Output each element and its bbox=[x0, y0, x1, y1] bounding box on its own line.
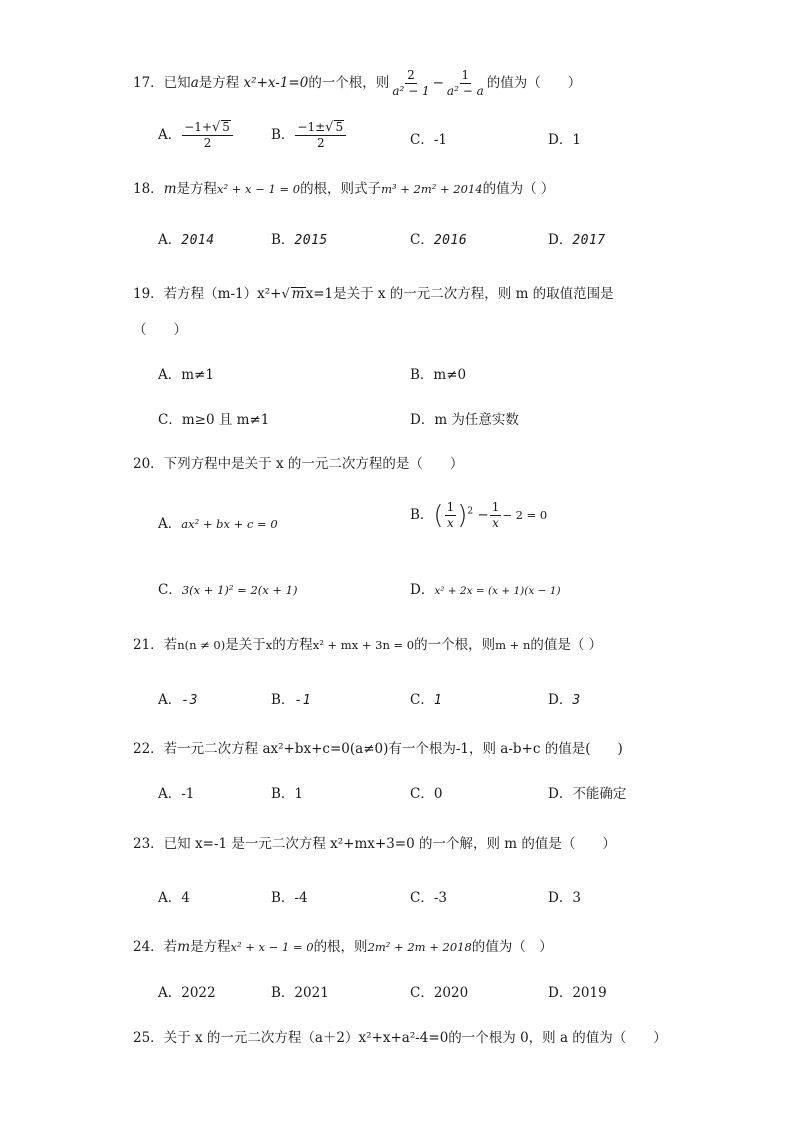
q20-a-label: A． bbox=[158, 516, 182, 532]
question-25: 25．关于 x 的一元二次方程（a＋2）x²+x+a²-4=0的一个根为 0，则 a 的值为（ ） bbox=[133, 1030, 667, 1046]
q21-c-label: C． bbox=[410, 692, 434, 708]
q18-a-label: A． bbox=[158, 232, 182, 248]
q20-b-f-num: 1 bbox=[491, 500, 500, 514]
q22-option-c[interactable]: C．0 bbox=[410, 786, 443, 802]
q21-text-3: 的方程 bbox=[272, 637, 313, 653]
q21-option-d[interactable] bbox=[548, 688, 581, 708]
q17-a-radicand: 5 bbox=[222, 120, 230, 134]
q22-option-b[interactable]: B．1 bbox=[271, 786, 304, 802]
q17-f1-num: 2 bbox=[407, 68, 415, 82]
q17-b-num: −1± bbox=[297, 120, 326, 134]
q24-text: 是方程 bbox=[190, 939, 231, 955]
q21-d-label: D． bbox=[548, 692, 573, 708]
q17-var-a: a bbox=[190, 75, 199, 91]
q21-option-a[interactable] bbox=[158, 688, 198, 708]
q20-c-label: C． bbox=[158, 582, 182, 598]
q17-b-fraction: $\frac{-1\pm√ 5}{2}$ bbox=[295, 120, 346, 151]
q20-b-tail: − 2 = 0 bbox=[502, 508, 548, 522]
q18-equation: x² + x − 1 = 0 bbox=[217, 182, 301, 196]
question-22: 22．若一元二次方程 ax²+bx+c=0(a≠0)有一个根为-1，则 a-b+c 的值是( ) bbox=[133, 741, 623, 757]
q23-option-b[interactable]: B．-4 bbox=[271, 890, 308, 906]
q18-var-m: m bbox=[163, 181, 177, 197]
q17-b-radicand: 5 bbox=[335, 120, 344, 134]
q24-option-a[interactable]: A．2022 bbox=[158, 985, 216, 1001]
question-19: 19．若方程（m-1）x²+√ mx=1是关于 x 的一元二次方程，则 m 的取值范围是 bbox=[133, 286, 614, 302]
q20-b-label: B． bbox=[410, 507, 434, 523]
q20-option-c[interactable] bbox=[158, 578, 297, 598]
q24-option-d[interactable]: D．2019 bbox=[548, 985, 607, 1001]
q18-option-a[interactable] bbox=[158, 228, 215, 248]
q17-fraction-2 bbox=[445, 68, 486, 99]
question-20: 20．下列方程中是关于 x 的一元二次方程的是（ ） bbox=[133, 456, 464, 472]
q17-a-fraction: $\frac{-1+√ 5}{2}$ bbox=[182, 120, 233, 151]
q18-suffix: 的值为（ ） bbox=[482, 181, 555, 197]
q18-expression: m³ + 2m² + 2014 bbox=[381, 182, 483, 196]
q21-a-label: A． bbox=[158, 692, 182, 708]
q20-option-b[interactable]: B．( $\frac{1}{x}$ )$^2$ − $\frac{1}{x}$ − 2 = 0 bbox=[410, 500, 548, 531]
q17-text: 是方程 bbox=[198, 75, 240, 91]
q17-a-den: 2 bbox=[203, 136, 212, 150]
q21-suffix: 的值是（ ） bbox=[530, 637, 603, 653]
q21-var-x: x bbox=[265, 638, 273, 652]
q21-m-plus-n: m + n bbox=[495, 638, 531, 652]
q23-option-a[interactable]: A．4 bbox=[158, 890, 190, 906]
q17-b-label: B． bbox=[271, 127, 295, 143]
q17-f2-den: a² − a bbox=[446, 84, 484, 98]
q22-option-a[interactable]: A．-1 bbox=[158, 786, 195, 802]
question-23: 23．已知 x=-1 是一元二次方程 x²+mx+3=0 的一个解，则 m 的值是（ ） bbox=[133, 836, 616, 852]
q17-fraction-1 bbox=[390, 68, 431, 99]
q20-b-inner-den: x bbox=[447, 516, 454, 530]
q18-option-b[interactable] bbox=[271, 228, 328, 248]
question-24 bbox=[133, 935, 553, 955]
q19-text-2: x=1是关于 x 的一元二次方程，则 m 的取值范围是 bbox=[305, 286, 614, 302]
q21-text-4: 的一个根，则 bbox=[414, 637, 496, 653]
q21-b-label: B． bbox=[271, 692, 295, 708]
q19-option-b[interactable]: B．m≠0 bbox=[410, 367, 467, 383]
q24-prefix: 24．若 bbox=[133, 939, 178, 955]
q21-b-value: -1 bbox=[294, 693, 312, 708]
q19-option-a[interactable]: A．m≠1 bbox=[158, 367, 214, 383]
q19-radicand: m bbox=[291, 286, 305, 302]
q21-n-expr: n(n ≠ 0) bbox=[177, 638, 226, 652]
q17-option-a[interactable] bbox=[158, 120, 234, 151]
q24-equation: x² + x − 1 = 0 bbox=[230, 940, 314, 954]
q21-option-c[interactable] bbox=[410, 688, 442, 708]
q20-option-a[interactable] bbox=[158, 512, 278, 532]
q18-c-value: 2016 bbox=[433, 233, 468, 248]
q21-equation: x² + mx + 3n = 0 bbox=[312, 638, 415, 652]
question-17 bbox=[133, 68, 581, 99]
q18-d-value: 2017 bbox=[572, 233, 606, 248]
question-21 bbox=[133, 633, 602, 653]
q20-a-expr: ax² + bx + c = 0 bbox=[181, 517, 278, 531]
q18-prefix: 18． bbox=[133, 181, 164, 197]
q18-text-2: 的根，则式子 bbox=[300, 181, 382, 197]
q17-prefix: 17．已知 bbox=[133, 75, 191, 91]
q21-d-value: 3 bbox=[572, 693, 581, 708]
q18-option-c[interactable] bbox=[410, 228, 467, 248]
q17-b-den: 2 bbox=[316, 136, 325, 150]
q17-equation: x²+x-1=0 bbox=[243, 75, 309, 91]
q21-text-2: 是关于 bbox=[225, 637, 266, 653]
q24-var-m: m bbox=[177, 939, 190, 955]
q20-b-inner-fraction bbox=[445, 500, 457, 531]
q17-a-num: −1+ bbox=[184, 120, 212, 134]
q24-text-2: 的根，则 bbox=[313, 939, 368, 955]
q20-d-expr: x² + 2x = (x + 1)(x − 1) bbox=[434, 585, 561, 597]
q23-option-c[interactable]: C．-3 bbox=[410, 890, 447, 906]
q24-option-b[interactable]: B．2021 bbox=[271, 985, 329, 1001]
q17-suffix: 的值为（ ） bbox=[486, 75, 582, 91]
q21-a-value: -3 bbox=[181, 693, 198, 708]
q18-b-value: 2015 bbox=[294, 233, 328, 248]
q17-option-c[interactable]: C．-1 bbox=[410, 132, 447, 148]
q20-b-fraction bbox=[490, 500, 502, 531]
q20-c-expr: 3(x + 1)² = 2(x + 1) bbox=[181, 583, 298, 597]
q18-a-value: 2014 bbox=[181, 233, 215, 248]
q23-option-d[interactable]: D．3 bbox=[548, 890, 581, 906]
q20-b-minus: − bbox=[477, 507, 489, 523]
q18-c-label: C． bbox=[410, 232, 434, 248]
q21-option-b[interactable] bbox=[271, 688, 311, 708]
q20-b-exponent: 2 bbox=[467, 506, 474, 517]
q21-c-value: 1 bbox=[433, 693, 443, 708]
q17-f2-num: 1 bbox=[461, 68, 470, 82]
q17-f1-den: a² − 1 bbox=[392, 84, 430, 98]
q20-b-inner-num: 1 bbox=[446, 500, 455, 514]
q19-text: 19．若方程（m-1）x²+ bbox=[133, 286, 282, 302]
q17-option-d[interactable]: D．1 bbox=[548, 132, 581, 148]
q20-option-d[interactable] bbox=[410, 578, 561, 598]
q21-text: 21．若 bbox=[133, 637, 178, 653]
q18-text: 是方程 bbox=[176, 181, 217, 197]
q19-option-d[interactable]: D．m 为任意实数 bbox=[410, 412, 519, 428]
q22-option-d[interactable]: D．不能确定 bbox=[548, 786, 627, 802]
question-18 bbox=[133, 177, 554, 197]
q24-suffix: 的值为（ ） bbox=[471, 939, 553, 955]
q18-option-d[interactable] bbox=[548, 228, 606, 248]
q19-option-c[interactable]: C．m≥0 且 m≠1 bbox=[158, 412, 270, 428]
q24-expression: 2m² + 2m + 2018 bbox=[367, 940, 472, 954]
q17-text-2: 的一个根，则 bbox=[308, 75, 390, 91]
q17-a-label: A． bbox=[158, 127, 182, 143]
q20-d-label: D． bbox=[410, 582, 435, 598]
q20-b-f-den: x bbox=[492, 516, 499, 530]
q17-minus: − bbox=[432, 75, 444, 91]
q19-line-2: （ ） bbox=[133, 322, 187, 338]
q18-d-label: D． bbox=[548, 232, 573, 248]
q18-b-label: B． bbox=[271, 232, 295, 248]
q17-option-b[interactable] bbox=[271, 120, 347, 151]
q24-option-c[interactable]: C．2020 bbox=[410, 985, 469, 1001]
